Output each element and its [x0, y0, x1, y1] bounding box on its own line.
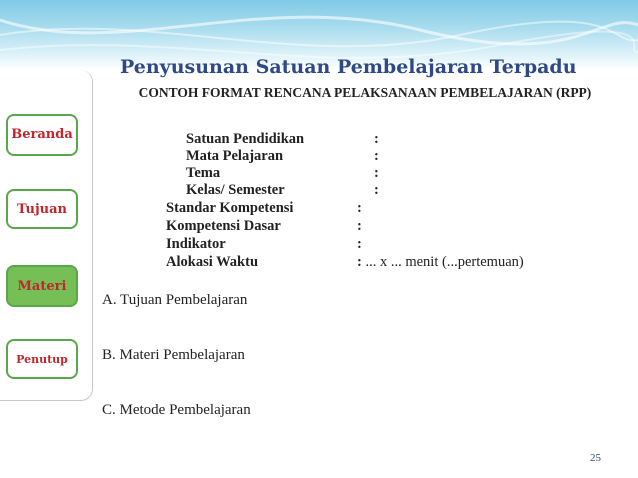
field-mata-pelajaran: [186, 148, 379, 165]
field-tema: [186, 165, 379, 182]
field-label: Kompetensi Dasar: [166, 218, 281, 234]
field-kelas-semester: [186, 182, 379, 199]
field-colon: :: [357, 200, 362, 216]
field-colon: :: [357, 236, 362, 252]
field-colon: :: [357, 218, 362, 234]
field-label: Kelas/ Semester: [186, 182, 285, 198]
page-title: Penyusunan Satuan Pembelajaran Terpadu: [120, 56, 577, 78]
field-colon: :: [374, 182, 379, 198]
field-colon: :: [374, 148, 379, 164]
sidebar-item-beranda[interactable]: Beranda: [6, 114, 78, 156]
field-label: Satuan Pendidikan: [186, 131, 305, 147]
section-metode-pembelajaran: C. Metode Pembelajaran: [102, 402, 251, 418]
field-colon: :: [374, 131, 379, 147]
sidebar-item-tujuan[interactable]: Tujuan: [6, 189, 78, 229]
section-tujuan-pembelajaran: A. Tujuan Pembelajaran: [102, 292, 248, 308]
page-number: 25: [590, 452, 601, 464]
field-label: Standar Kompetensi: [166, 200, 294, 216]
field-indikator: [166, 236, 362, 253]
field-standar-kompetensi: [166, 200, 362, 217]
field-label: Tema: [186, 165, 221, 181]
field-colon: :: [374, 165, 379, 181]
field-label: Mata Pelajaran: [186, 148, 284, 164]
sidebar-item-penutup[interactable]: Penutup: [6, 339, 78, 379]
field-label: Alokasi Waktu: [166, 254, 259, 270]
field-label: Indikator: [166, 236, 226, 252]
field-alokasi-waktu: [166, 254, 524, 271]
section-materi-pembelajaran: B. Materi Pembelajaran: [102, 347, 245, 363]
page-subtitle: CONTOH FORMAT RENCANA PELAKSANAAN PEMBELAJARAN (RPP): [138, 85, 592, 100]
field-kompetensi-dasar: [166, 218, 362, 235]
sidebar-item-materi[interactable]: Materi: [6, 265, 78, 307]
field-colon: : ... x ... menit (...pertemuan): [357, 254, 524, 270]
field-satuan-pendidikan: [186, 131, 379, 148]
